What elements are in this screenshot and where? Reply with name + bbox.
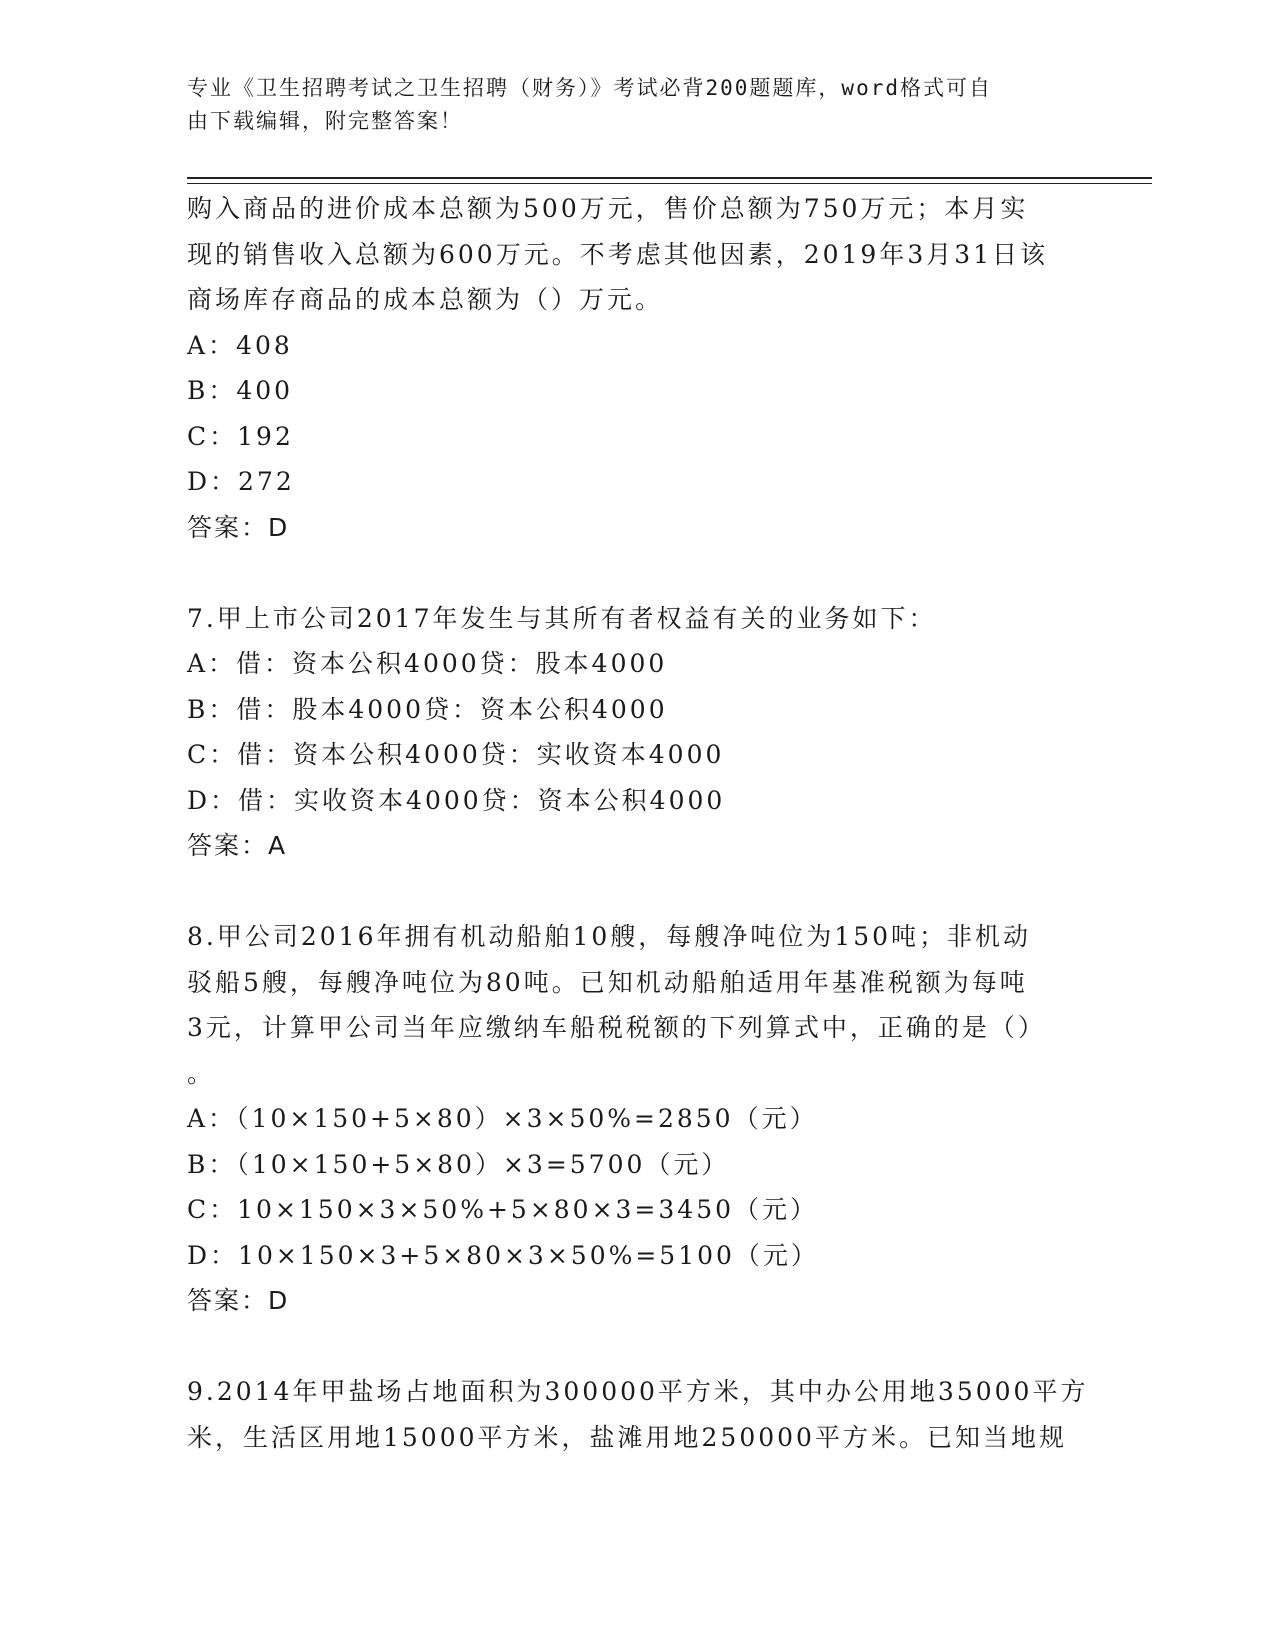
question-spacer <box>187 1324 1087 1370</box>
answer-line: 答案：D <box>187 1286 290 1315</box>
header-title-line-1: 专业《卫生招聘考试之卫生招聘（财务）》考试必背200题题库，word格式可自 <box>187 76 992 100</box>
question-text-line: 8.甲公司2016年拥有机动船舶10艘，每艘净吨位为150吨；非机动 <box>187 922 1032 951</box>
question-text-line: 7.甲上市公司2017年发生与其所有者权益有关的业务如下： <box>187 603 937 633</box>
question-block-9 <box>187 1369 1087 1460</box>
question-text-line: 购入商品的进价成本总额为500万元，售价总额为750万元；本月实 <box>187 194 1029 223</box>
question-text-line: 米，生活区用地15000平方米，盐滩用地250000平方米。已知当地规 <box>187 1422 1067 1452</box>
option-d: D：10×150×3+5×80×3×50%=5100（元） <box>187 1240 819 1270</box>
answer-line: 答案：D <box>187 512 290 542</box>
answer-line: 答案：A <box>187 831 288 860</box>
question-content <box>187 186 1087 1460</box>
option-b: B：（10×150+5×80）×3=5700（元） <box>187 1149 730 1179</box>
option-c: C：192 <box>187 421 294 451</box>
question-text-line: 9.2014年甲盐场占地面积为300000平方米，其中办公用地35000平方 <box>187 1377 1089 1406</box>
option-c: C：借：资本公积4000贷：实收资本4000 <box>187 740 725 769</box>
question-block-6 <box>187 186 1087 550</box>
option-a: A：借：资本公积4000贷：股本4000 <box>187 649 668 678</box>
option-a: A：408 <box>187 330 293 360</box>
question-text-line: 3元，计算甲公司当年应缴纳车船税税额的下列算式中，正确的是（） <box>187 1013 1046 1042</box>
question-text-line: 。 <box>187 1058 216 1088</box>
question-text-line: 驳船5艘，每艘净吨位为80吨。已知机动船舶适用年基准税额为每吨 <box>187 967 1028 997</box>
option-b: B：借：股本4000贷：资本公积4000 <box>187 694 668 724</box>
question-text-line: 现的销售收入总额为600万元。不考虑其他因素，2019年3月31日该 <box>187 239 1049 269</box>
header-rule-thin <box>187 183 1152 184</box>
option-d: D：272 <box>187 467 295 496</box>
header-title-line-2: 由下载编辑，附完整答案！ <box>187 109 463 133</box>
question-block-7 <box>187 596 1087 869</box>
header-rule-thick <box>187 177 1152 179</box>
question-text-line: 商场库存商品的成本总额为（）万元。 <box>187 285 664 314</box>
option-b: B：400 <box>187 376 294 405</box>
question-spacer <box>187 869 1087 915</box>
option-d: D：借：实收资本4000贷：资本公积4000 <box>187 785 726 815</box>
option-a: A：（10×150+5×80）×3×50%=2850（元） <box>187 1104 818 1133</box>
document-header <box>187 72 1067 138</box>
question-spacer <box>187 550 1087 596</box>
option-c: C：10×150×3×50%+5×80×3=3450（元） <box>187 1195 819 1224</box>
question-block-8 <box>187 914 1087 1324</box>
